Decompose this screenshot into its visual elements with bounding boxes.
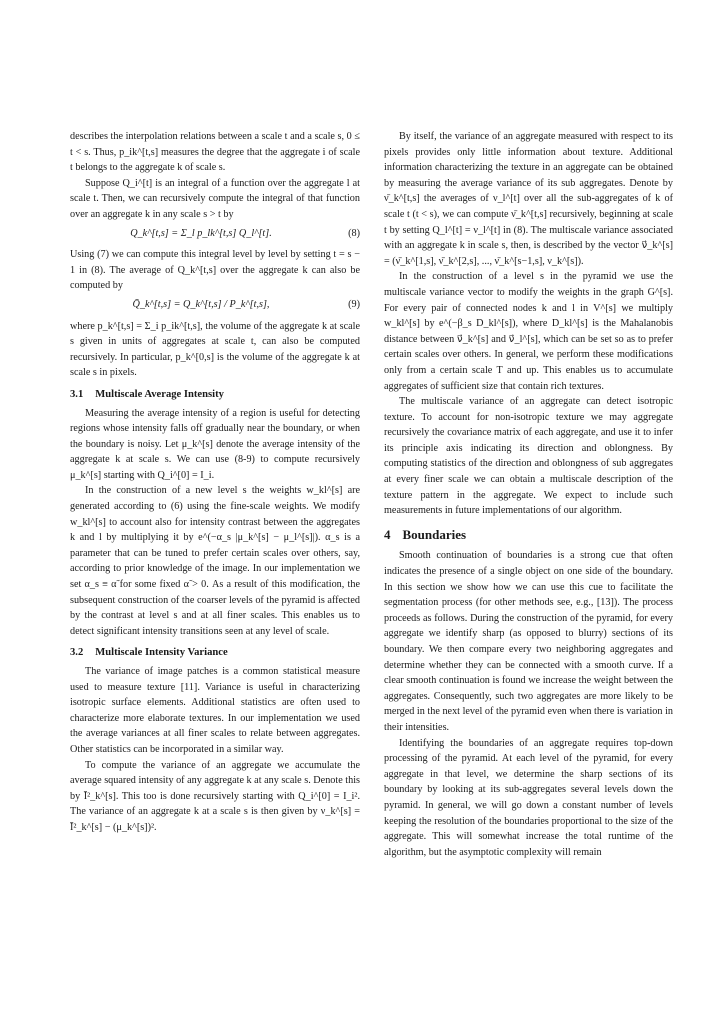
paragraph: The variance of image patches is a common statistical measure used to measure texture [11]. Variance is useful in characterizing isotropic surface elements. Additional statistics are often used to characterize more elaborate textures. In our implementation we used the average variances at all finer scales to relate between aggregates. Other statistics can be incorporated in a similar way. bbox=[70, 666, 360, 755]
section-heading-3-2 bbox=[70, 645, 360, 661]
section-number: 3.2 bbox=[70, 647, 84, 659]
section-heading-3-1 bbox=[70, 387, 360, 403]
paragraph: Suppose Q_i^[t] is an integral of a function over the aggregate l at scale t. Then, we can recursively compute the integral of that function over an aggregate k in any scale s > t by bbox=[70, 177, 360, 220]
paragraph: To compute the variance of an aggregate we accumulate the average squared intensity of any aggregate k at any scale s. Denote this by Ī²_k^[s]. This too is done recursively starting with Q_i^[0] = I_i². The variance of an aggregate k at a scale s is then given by ν_k^[s] = Ī²_k^[s] − (μ_k^[s])². bbox=[70, 759, 360, 833]
section-heading-4 bbox=[384, 527, 673, 543]
paragraph: In the construction of a level s in the pyramid we use the multiscale variance vector to modify the weights in the graph G^[s]. For every pair of connected nodes k and l in V^[s] we multiply w_kl^[s] by e^(−β_s D_kl^[s]), where D_kl^[s] is the Mahalanobis distance between ν⃗_k^[s] and ν⃗_l^[s], which can be set so as to prefer certain scales over others. In general, we perform these modifications only from a certain scale T and up. This enables us to accumulate aggregates of sufficient size that contain rich textures. bbox=[384, 271, 673, 392]
equation-body: Q_k^[t,s] = Σ_l p_lk^[t,s] Q_l^[t]. bbox=[130, 227, 272, 239]
paragraph: By itself, the variance of an aggregate measured with respect to its pixels provides only little information about texture. Additional information characterizing the texture in an aggregate can be obtained by measuring the average variance of its sub aggregates. Denote by ν̄_k^[t,s] the averages of ν_l^[t] over all the sub-aggregates of k of scale t (t < s), we can compute ν̄_k^[t,s] recursively, beginning at scale t by setting Q_l^[t] = ν_l^[t] in (8). The multiscale variance associated with an aggregate k in scale s, then, is described by the vector ν⃗_k^[s] = (ν̄_k^[1,s], ν̄_k^[2,s], ..., ν̄_k^[s−1,s], ν_k^[s]). bbox=[384, 131, 673, 267]
section-number: 4 bbox=[384, 526, 391, 542]
equation-body: Q̄_k^[t,s] = Q_k^[t,s] / P_k^[t,s], bbox=[132, 298, 270, 310]
left-column bbox=[70, 129, 360, 836]
equation-number: (8) bbox=[348, 227, 360, 239]
equation-9 bbox=[70, 297, 360, 313]
paragraph: Using (7) we can compute this integral level by level by setting t = s − 1 in (8). The average of Q_k^[t,s] over the aggregate k can also be computed by bbox=[70, 249, 360, 292]
section-title: Boundaries bbox=[402, 526, 467, 542]
paragraph: In the construction of a new level s the weights w_kl^[s] are generated according to (6) using the fine-scale weights. We modify w_kl^[s] to account also for intensity contrast between the aggregates k and l by multiplying it by e^(−α_s |μ_k^[s] − μ_l^[s]|). α_s is a parameter that can be tuned to prefer certain scales over others, say, according to prior knowledge of the image. In our implementation we set α_s ≡ α̃ for some fixed α̃ > 0. As a result of this modification, the subsequent construction of the coarser levels of the pyramid is affected by the contrast at level s and at all finer scales. This enables us to detect significant intensity transitions seen at any level of scale. bbox=[70, 485, 360, 637]
paragraph: The multiscale variance of an aggregate can detect isotropic texture. To account for non-isotropic texture we may aggregate recursively the covariance matrix of each aggregate, and use it to infer its principle axis indicating its direction and oblongness. By computing statistics of the direction and oblongness of sub aggregates at every finer scale we can obtain a multiscale description of the texture pattern in the aggregate. We expect to include such measurements in future implementations of our algorithm. bbox=[384, 396, 673, 517]
paragraph: Identifying the boundaries of an aggregate requires top-down processing of the pyramid. At each level of the pyramid, for every aggregate in that level, we determine the sharp sections of its boundary by looking at its sub-aggregates several levels down the pyramid. In general, we will go down a constant number of levels keeping the resolution of the boundaries proportional to the size of the aggregate. This will somewhat increase the total runtime of the algorithm, but the asymptotic complexity will remain bbox=[384, 737, 673, 858]
section-title: Multiscale Intensity Variance bbox=[95, 647, 228, 659]
right-column bbox=[384, 129, 673, 860]
section-title: Multiscale Average Intensity bbox=[95, 388, 224, 400]
paragraph: where p_k^[t,s] = Σ_i p_ik^[t,s], the volume of the aggregate k at scale s given in units of aggregates at scale t, can also be computed recursively. In particular, p_k^[0,s] is the volume of the aggregate k at scale s in pixels. bbox=[70, 320, 360, 379]
paragraph: describes the interpolation relations between a scale t and a scale s, 0 ≤ t < s. Thus, p_ik^[t,s] measures the degree that the aggregate i of scale t belongs to the aggregate k of scale s. bbox=[70, 131, 360, 174]
paragraph: Smooth continuation of boundaries is a strong cue that often indicates the presence of a single object on one side of the boundary. In this section we show how we can use this cue to facilitate the segmentation process (for other methods see, e.g., [13]). The process proceeds as follows. During the construction of the pyramid, for every aggregate we identify sharp (as opposed to blurry) sections of its boundary. We then compare every two neighboring aggregates and determine whether they can be connected with a smooth curve. If a clear smooth continuation is found we increase the weight between the aggregates. Consequently, such two aggregates are more likely to be merged in the next level of the pyramid even when there is variation in their intensities. bbox=[384, 550, 673, 733]
section-number: 3.1 bbox=[70, 388, 84, 400]
paragraph: Measuring the average intensity of a region is useful for detecting regions whose intensity falls off gradually near the boundary, or when the boundary is noisy. Let μ_k^[s] denote the average intensity of the aggregate k at scale s. We can use (8-9) to compute recursively μ_k^[s] starting with Q_i^[0] = I_i. bbox=[70, 407, 360, 481]
equation-number: (9) bbox=[348, 298, 360, 310]
equation-8 bbox=[70, 226, 360, 242]
